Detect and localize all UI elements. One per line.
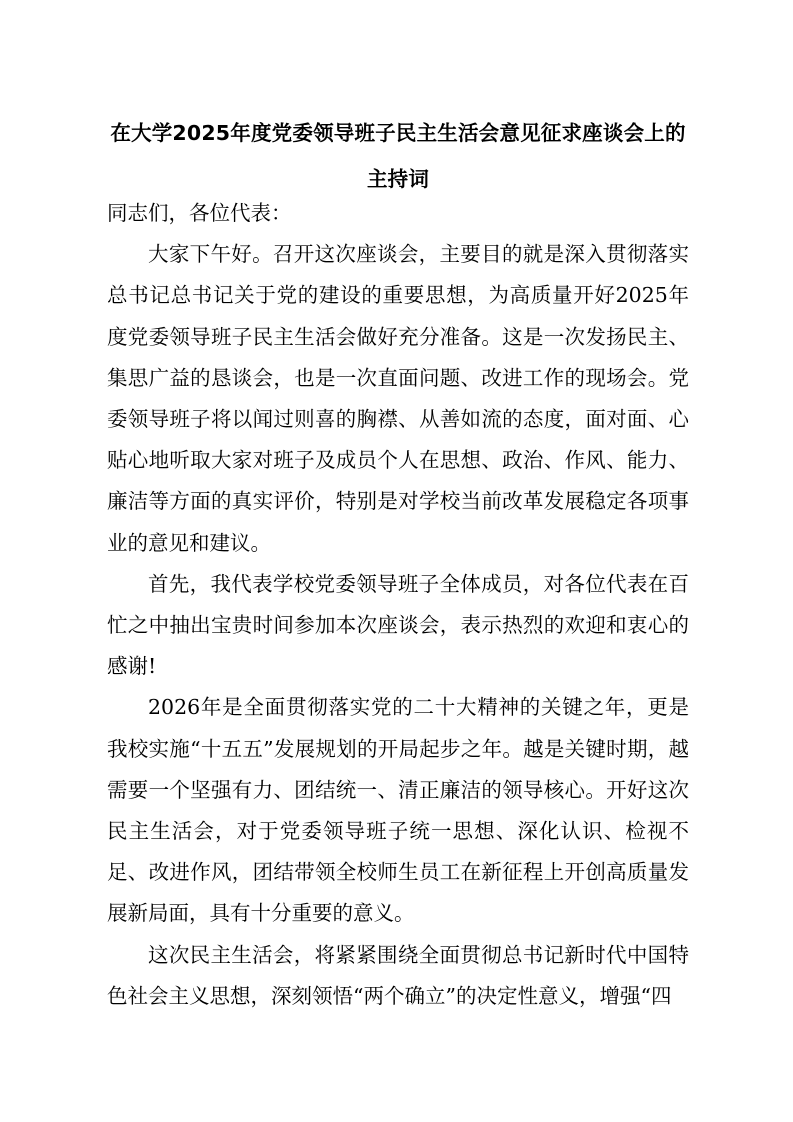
paragraph-theme: 这次民主生活会，将紧紧围绕全面贯彻总书记新时代中国特色社会主义思想，深刻领悟“两个确立”的决定性意义，增强“四 [107, 942, 689, 1008]
paragraph-welcome: 首先，我代表学校党委领导班子全体成员，对各位代表在百忙之中抽出宝贵时间参加本次座谈会，表示热烈的欢迎和衷心的感谢! [107, 571, 689, 679]
document-body [107, 193, 689, 1017]
paragraph-opening: 大家下午好。召开这次座谈会，主要目的就是深入贯彻落实总书记总书记关于党的建设的重要思想，为高质量开好2025年度党委领导班子民主生活会做好充分准备。这是一次发扬民主、集思广益的恳谈会，也是一次直面问题、改进工作的现场会。党委领导班子将以闻过则喜的胸襟、从善如流的态度，面对面、心贴心地听取大家对班子及成员个人在思想、政治、作风、能力、廉洁等方面的真实评价，特别是对学校当前改革发展稳定各项事业的意见和建议。 [107, 242, 689, 555]
document-title: 在大学2025年度党委领导班子民主生活会意见征求座谈会上的主持词 [110, 121, 686, 191]
salutation: 同志们，各位代表： [107, 201, 292, 225]
paragraph-significance: 2026年是全面贯彻落实党的二十大精神的关键之年，更是我校实施“十五五”发展规划的开局起步之年。越是关键时期，越需要一个坚强有力、团结统一、清正廉洁的领导核心。开好这次民主生活会，对于党委领导班子统一思想、深化认识、检视不足、改进作风，团结带领全校师生员工在新征程上开创高质量发展新局面，具有十分重要的意义。 [107, 695, 689, 926]
